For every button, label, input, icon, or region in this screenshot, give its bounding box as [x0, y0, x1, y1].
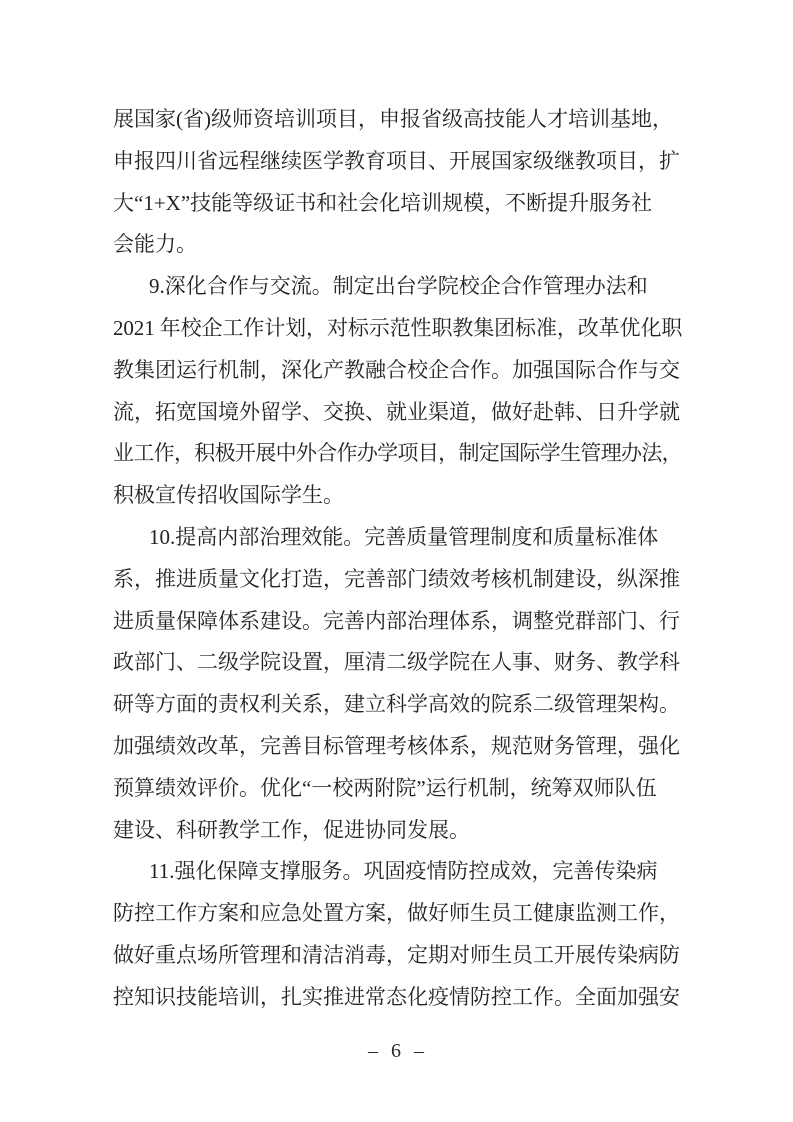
- document-body: [113, 99, 682, 1019]
- text-line: 做好重点场所管理和清洁消毒，定期对师生员工开展传染病防: [113, 942, 680, 967]
- text-line: 研等方面的责权利关系，建立科学高效的院系二级管理架构。: [113, 692, 680, 717]
- text-line: 业工作，积极开展中外合作办学项目，制定国际学生管理办法，: [113, 441, 682, 466]
- text-line: 教集团运行机制，深化产教融合校企合作。加强国际合作与交: [113, 357, 680, 382]
- text-line: 防控工作方案和应急处置方案，做好师生员工健康监测工作，: [113, 901, 680, 926]
- text-line: 9.深化合作与交流。制定出台学院校企合作管理办法和: [149, 274, 648, 299]
- text-line: 10.提高内部治理效能。完善质量管理制度和质量标准体: [149, 524, 659, 549]
- text-line: 进质量保障体系建设。完善内部治理体系，调整党群部门、行: [113, 608, 680, 633]
- text-line: 控知识技能培训，扎实推进常态化疫情防控工作。全面加强安: [113, 984, 680, 1009]
- text-line: 政部门、二级学院设置，厘清二级学院在人事、财务、教学科: [113, 650, 680, 675]
- text-line: 大“1+X”技能等级证书和社会化培训规模，不断提升服务社: [113, 190, 653, 215]
- page-number: – 6 –: [368, 1040, 425, 1062]
- text-line: 展国家(省)级师资培训项目，申报省级高技能人才培训基地，: [113, 107, 673, 131]
- text-line: 建设、科研教学工作，促进协同发展。: [113, 817, 470, 842]
- text-line: 流，拓宽国境外留学、交换、就业渠道，做好赴韩、日升学就: [113, 399, 680, 424]
- text-line: 加强绩效改革，完善目标管理考核体系，规范财务管理，强化: [113, 733, 680, 758]
- text-line: 积极宣传招收国际学生。: [113, 483, 344, 508]
- text-line: 系，推进质量文化打造，完善部门绩效考核机制建设，纵深推: [113, 566, 680, 591]
- text-line: 申报四川省远程继续医学教育项目、开展国家级继教项目，扩: [113, 148, 680, 173]
- text-line: 预算绩效评价。优化“一校两附院”运行机制，统筹双师队伍: [113, 775, 657, 800]
- text-line: 11.强化保障支撑服务。巩固疫情防控成效，完善传染病: [149, 859, 658, 884]
- text-line: 会能力。: [113, 232, 197, 257]
- text-line: 2021 年校企工作计划，对标示范性职教集团标准，改革优化职: [113, 315, 683, 340]
